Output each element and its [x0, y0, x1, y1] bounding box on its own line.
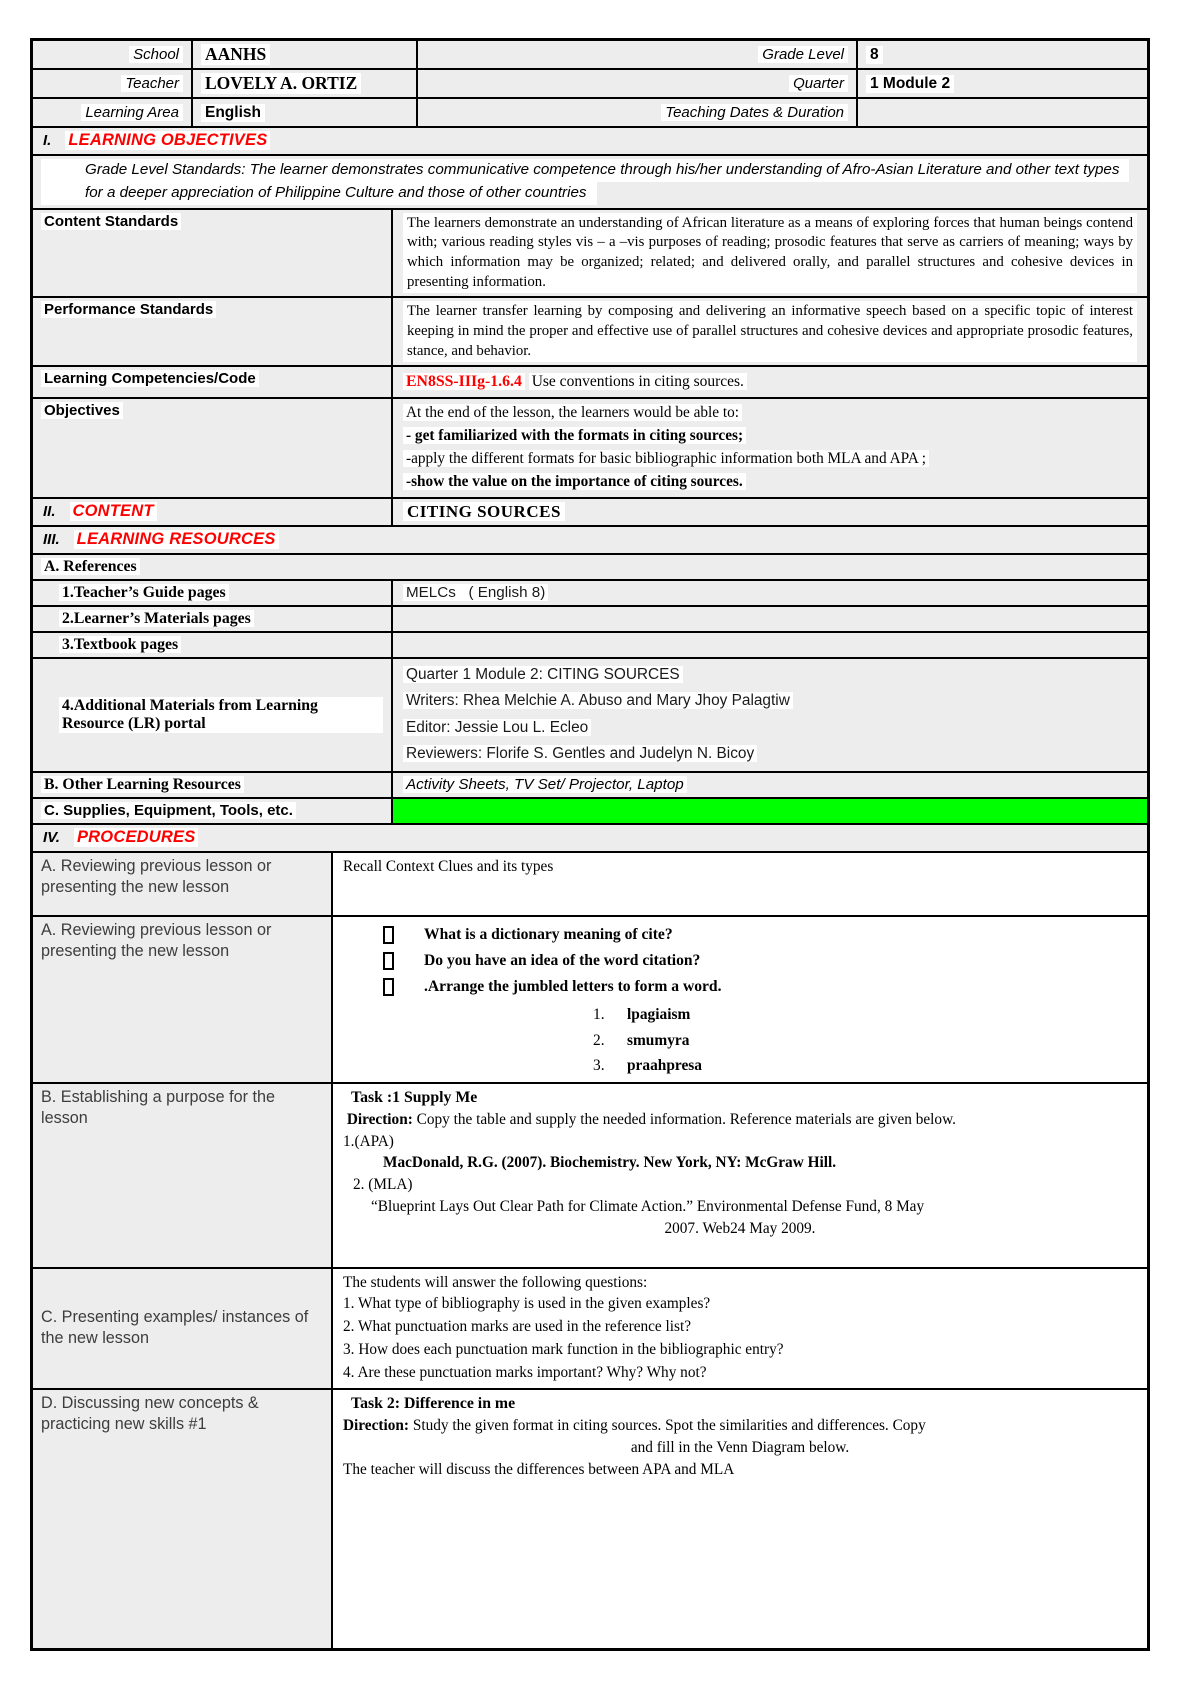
section-1-numeral: I. [43, 132, 52, 149]
section-learning-resources [33, 527, 1147, 553]
module-reviewers: Reviewers: Florife S. Gentles and Judelyn N. Bicoy [403, 745, 757, 762]
direction-label: Direction: [346, 1110, 413, 1128]
competency-code: EN8SS-IIIg-1.6.4 [403, 373, 525, 390]
missing-glyph-bullet-icon [383, 952, 394, 970]
question-item: What punctuation marks are used in the reference list? [358, 1318, 692, 1336]
procedure-a1-label: A. Reviewing previous lesson or presenting the new lesson [41, 856, 272, 896]
competencies-label: Learning Competencies/Code [41, 370, 259, 387]
lesson-plan-document [30, 38, 1150, 1651]
grade-level-label: Grade Level [758, 46, 848, 63]
content-standards-text: The learners demonstrate an understanding of African literature as a means of exploring forces that human beings contend with; various reading styles vis – a –vis purposes of reading; prosodic features that serve as carriers of meaning; ways by which information may be organized; related; and delivered orally, and parallel structures and cohesive devices in presenting information. [403, 213, 1137, 294]
references-row [33, 555, 1147, 579]
content-topic: CITING SOURCES [403, 502, 565, 521]
competencies-row [33, 365, 1147, 397]
header-row-learning-area [33, 97, 1147, 126]
section-3-numeral: III. [43, 530, 60, 548]
teachers-guide-row [33, 579, 1147, 605]
section-4-numeral: IV. [43, 828, 60, 846]
learning-area-label: Learning Area [81, 104, 183, 121]
grade-level-value: 8 [866, 46, 883, 64]
jumbled-word: praahpresa [627, 1057, 702, 1075]
bullet-question: Do you have an idea of the word citation? [424, 952, 701, 970]
apa-item-label: 1.(APA) [343, 1132, 394, 1150]
task1-title: Task :1 Supply Me [351, 1088, 478, 1106]
section-3-heading: LEARNING RESOURCES [74, 530, 279, 549]
textbook-row [33, 631, 1147, 657]
questions-list [343, 1293, 1137, 1385]
procedure-row-reviewing-1 [33, 851, 1147, 915]
content-standards-row [33, 208, 1147, 297]
missing-glyph-bullet-icon [383, 978, 394, 996]
mla-item-label: 2. (MLA) [353, 1176, 413, 1194]
content-standards-label: Content Standards [41, 213, 181, 230]
section-4-heading: PROCEDURES [74, 828, 198, 847]
procedure-b-label: B. Establishing a purpose for the lesson [41, 1087, 275, 1127]
objectives-intro: At the end of the lesson, the learners would be able to: [403, 404, 742, 421]
procedure-row-presenting-examples [33, 1267, 1147, 1388]
school-value: AANHS [201, 44, 270, 65]
direction-label: Direction: [343, 1417, 409, 1435]
direction-text: Copy the table and supply the needed information. Reference materials are given below. [416, 1110, 956, 1128]
section-procedures [33, 825, 1147, 851]
section-1-heading: LEARNING OBJECTIVES [65, 131, 270, 150]
bullet-item [343, 924, 1137, 946]
other-resources-row [33, 771, 1147, 797]
jumbled-word: smumyra [627, 1031, 690, 1049]
learners-materials-row [33, 605, 1147, 631]
procedure-c-label: C. Presenting examples/ instances of the new lesson [41, 1308, 309, 1348]
objective-item: -show the value on the importance of citing sources. [403, 473, 746, 490]
textbook-label: 3.Textbook pages [59, 636, 181, 653]
procedure-row-establishing-purpose [33, 1082, 1147, 1267]
header-row-teacher [33, 68, 1147, 97]
grade-level-standards-row [33, 156, 1147, 208]
bullet-question: What is a dictionary meaning of cite? [424, 925, 673, 943]
procedure-a2-label: A. Reviewing previous lesson or presenting the new lesson [41, 920, 272, 960]
question-item: Are these punctuation marks important? Why? Why not? [357, 1364, 707, 1382]
teacher-note: The teacher will discuss the differences between APA and MLA [343, 1460, 735, 1478]
bullet-item [343, 950, 1137, 972]
procedure-row-discussing-concepts [33, 1388, 1147, 1648]
jumbled-words-list [593, 1002, 1137, 1078]
bullet-item [343, 976, 1137, 998]
supplies-value-highlight [393, 799, 1147, 823]
supplies-label: C. Supplies, Equipment, Tools, etc. [41, 802, 296, 819]
teachers-guide-label: 1.Teacher’s Guide pages [59, 584, 229, 601]
teacher-value: LOVELY A. ORTIZ [201, 73, 361, 94]
direction-text-line1: Study the given format in citing sources. Spot the similarities and differences. Copy [412, 1417, 926, 1435]
module-writers: Writers: Rhea Melchie A. Abuso and Mary Jhoy Palagtiw [403, 692, 793, 709]
objective-item: -apply the different formats for basic bibliographic information both MLA and APA ; [403, 450, 929, 467]
procedure-d-label: D. Discussing new concepts & practicing new skills #1 [41, 1394, 259, 1434]
procedure-row-reviewing-2 [33, 915, 1147, 1082]
procedure-a1-text: Recall Context Clues and its types [343, 857, 554, 875]
mla-citation-line1: “Blueprint Lays Out Clear Path for Climate Action.” Environmental Defense Fund, 8 May [371, 1197, 925, 1215]
direction-text-line2: and fill in the Venn Diagram below. [630, 1439, 850, 1457]
apa-citation: MacDonald, R.G. (2007). Biochemistry. New York, NY: McGraw Hill. [383, 1154, 837, 1172]
learning-area-value: English [201, 104, 265, 122]
grade-level-standards-text: Grade Level Standards: The learner demonstrates communicative competence through his/her understanding of Afro-Asian Literature and other text types for a deeper appreciation of Philippine Culture and those of other countries [41, 159, 1129, 205]
jumbled-word: lpagiaism [627, 1006, 691, 1024]
additional-materials-row [33, 657, 1147, 771]
additional-materials-label: 4.Additional Materials from Learning Resource (LR) portal [59, 697, 383, 733]
header-row-school [33, 41, 1147, 68]
competency-text: Use conventions in citing sources. [529, 373, 747, 390]
performance-standards-row [33, 296, 1147, 365]
content-row [33, 497, 1147, 525]
supplies-row [33, 797, 1147, 823]
other-resources-label: B. Other Learning Resources [41, 776, 244, 793]
teaching-dates-label: Teaching Dates & Duration [661, 104, 848, 121]
performance-standards-label: Performance Standards [41, 301, 216, 318]
missing-glyph-bullet-icon [383, 926, 394, 944]
teachers-guide-value: MELCs ( English 8) [403, 584, 548, 601]
references-label: A. References [41, 558, 140, 575]
quarter-label: Quarter [789, 75, 848, 92]
learners-materials-label: 2.Learner’s Materials pages [59, 610, 254, 627]
bullet-question: .Arrange the jumbled letters to form a word. [424, 978, 722, 996]
section-2-heading: CONTENT [70, 502, 157, 521]
task2-title: Task 2: Difference in me [351, 1395, 516, 1413]
school-label: School [129, 46, 183, 63]
objectives-label: Objectives [41, 402, 123, 419]
question-item: How does each punctuation mark function in the bibliographic entry? [358, 1341, 784, 1359]
module-editor: Editor: Jessie Lou L. Ecleo [403, 719, 591, 736]
questions-intro: The students will answer the following questions: [343, 1273, 648, 1291]
question-item: What type of bibliography is used in the given examples? [358, 1295, 711, 1313]
performance-standards-text: The learner transfer learning by composing and delivering an informative speech based on a specific topic of interest keeping in mind the proper and effective use of parallel structures and cohesive devices and appropriate prosodic features, stance, and behavior. [403, 301, 1137, 362]
objectives-row [33, 397, 1147, 497]
mla-citation-line2: 2007. Web24 May 2009. [664, 1219, 816, 1237]
teacher-label: Teacher [121, 75, 183, 92]
task1-direction [343, 1109, 1137, 1131]
section-2-numeral: II. [43, 502, 56, 520]
other-resources-value: Activity Sheets, TV Set/ Projector, Laptop [403, 776, 687, 793]
objective-item: - get familiarized with the formats in citing sources; [403, 427, 746, 444]
quarter-value: 1 Module 2 [866, 75, 954, 93]
task2-direction-line1 [343, 1415, 1137, 1437]
module-title: Quarter 1 Module 2: CITING SOURCES [403, 666, 683, 683]
section-learning-objectives [33, 128, 1147, 154]
